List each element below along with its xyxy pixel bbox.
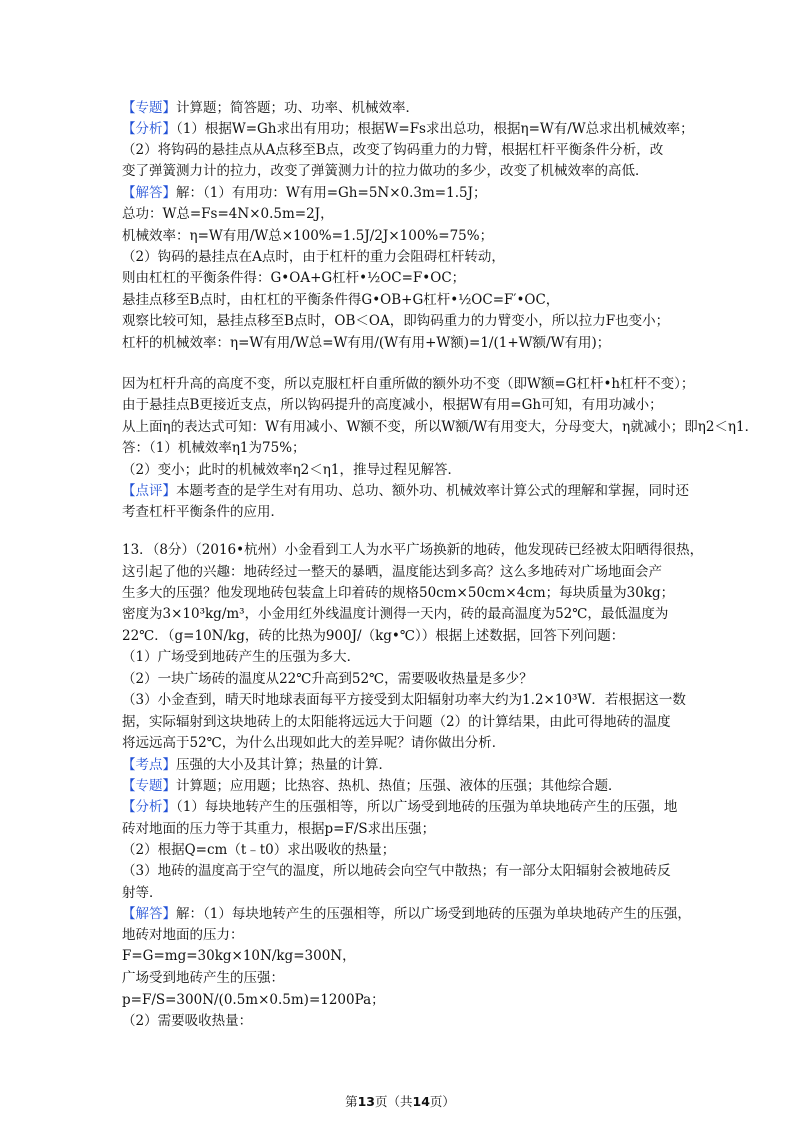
page-number: 13	[357, 1094, 375, 1109]
line-text: 变了弹簧测力计的拉力，改变了弹簧测力计的拉力做功的多少，改变了机械效率的高低．	[122, 163, 649, 179]
line-text: 本题考查的是学生对有用功、总功、额外功、机械效率计算公式的理解和掌握，同时还	[176, 483, 689, 499]
text-line	[122, 647, 682, 667]
text-line	[122, 226, 682, 246]
section-tag: 【解答】	[122, 185, 176, 201]
line-text: 压强的大小及其计算；热量的计算．	[176, 757, 392, 773]
text-line	[122, 819, 682, 839]
text-line	[122, 311, 682, 331]
text-line	[122, 946, 682, 966]
line-text: 则由杠杠的平衡条件得：G•OA+G杠杆•½OC=F•OC；	[122, 270, 466, 286]
line-text: （2）需要吸收热量：	[122, 1013, 253, 1029]
section-tag: 【分析】	[122, 799, 176, 815]
page-total: 14	[412, 1094, 430, 1109]
section-tag: 【考点】	[122, 757, 176, 773]
line-text: 这引起了他的兴趣：地砖经过一整天的暴晒，温度能达到多高？这么多地砖对广场地面会产	[122, 564, 662, 580]
text-line	[122, 925, 682, 945]
line-text: 将远远高于52℃，为什么出现如此大的差异呢？请你做出分析．	[122, 735, 506, 751]
line-text: （2）将钩码的悬挂点从A点移至B点，改变了钩码重力的力臂，根据杠杆平衡条件分析，改	[122, 142, 664, 158]
line-text: （1）根据W=Gh求出有用功；根据W=Fs求出总功，根据η=W有/W总求出机械效率；	[176, 121, 694, 137]
line-text: 砖对地面的压力等于其重力，根据p=F/S求出压强；	[122, 821, 436, 837]
text-line	[122, 990, 682, 1010]
text-line	[122, 712, 682, 732]
text-line	[122, 119, 694, 139]
section-tag: 【专题】	[122, 778, 176, 794]
line-text: （2）变小；此时的机械效率η2＜η1，推导过程见解答．	[122, 462, 461, 478]
line-text: 杠杆的机械效率：η=W有用/W总=W有用/(W有用+W额)=1/(1+W额/W有用)；	[122, 335, 611, 351]
line-text: p=F/S=300N/(0.5m×0.5m)=1200Pa；	[122, 992, 385, 1008]
text-line	[122, 583, 682, 603]
text-line	[122, 604, 682, 624]
line-text: 据，实际辐射到这块地砖上的太阳能将远远大于问题（2）的计算结果，由此可得地砖的温度	[122, 714, 671, 730]
text-line	[122, 669, 682, 689]
text-line	[122, 502, 682, 522]
text-line	[122, 733, 682, 753]
text-line	[122, 183, 682, 203]
text-line	[122, 883, 682, 903]
page-footer: 第13页（共14页）	[345, 1094, 455, 1109]
line-text: 广场受到地砖产生的压强：	[122, 970, 284, 986]
line-text: 因为杠杆升高的高度不变，所以克服杠杆自重所做的额外功不变（即W额=G杠杆•h杠杆不变）；	[122, 376, 695, 392]
text-line	[122, 395, 682, 415]
line-text: （2）钩码的悬挂点在A点时，由于杠杆的重力会阻碍杠杆转动，	[122, 249, 505, 265]
line-text: 观察比较可知，悬挂点移至B点时，OB＜OA，即钩码重力的力臂变小，所以拉力F也变小；	[122, 313, 670, 329]
line-text: 从上面η的表达式可知：W有用减小、W额不变，所以W额/W有用变大，分母变大，η就减小；即η2＜η1．	[122, 419, 759, 435]
text-line	[122, 904, 691, 924]
text-line	[122, 626, 682, 646]
line-text: （3）小金查到，晴天时地球表面每平方接受到太阳辐射功率大约为1.2×10³W．若根据这一数	[122, 692, 686, 708]
line-text: 悬挂点移至B点时，由杠杠的平衡条件得G•OB+G杠杆•½OC=F′•OC，	[122, 292, 560, 308]
line-text: （3）地砖的温度高于空气的温度，所以地砖会向空气中散热；有一部分太阳辐射会被地砖反	[122, 863, 671, 879]
text-line	[122, 861, 682, 881]
text-line	[122, 481, 689, 501]
text-line	[122, 140, 682, 160]
text-line	[122, 460, 682, 480]
text-line	[122, 204, 682, 224]
text-line	[122, 374, 695, 394]
line-text: 22℃．（g=10N/kg，砖的比热为900J/（kg•℃））根据上述数据，回答下列问题：	[122, 628, 625, 644]
text-line	[122, 161, 682, 181]
line-text: 由于悬挂点B更接近支点，所以钩码提升的高度减小，根据W有用=Gh可知，有用功减小；	[122, 397, 663, 413]
text-line	[122, 797, 682, 817]
line-text: 解：（1）有用功：W有用=Gh=5N×0.3m=1.5J；	[176, 185, 487, 201]
line-text: 地砖对地面的压力：	[122, 927, 244, 943]
text-line	[122, 417, 759, 437]
line-text: 答：（1）机械效率η1为75%；	[122, 440, 306, 456]
text-line	[122, 333, 682, 353]
text-line	[122, 268, 682, 288]
line-text: 计算题；简答题；功、功率、机械效率．	[176, 100, 419, 116]
line-text: 总功：W总=Fs=4N×0.5m=2J，	[122, 206, 334, 222]
line-text: （2）根据Q=cm（t﹣t0）求出吸收的热量；	[122, 842, 396, 858]
text-line	[122, 438, 682, 458]
text-line	[122, 98, 682, 118]
section-tag: 【专题】	[122, 100, 176, 116]
section-tag: 【分析】	[122, 121, 176, 137]
text-line	[122, 1011, 682, 1031]
text-line	[122, 968, 682, 988]
line-text: （1）每块地转产生的压强相等，所以广场受到地砖的压强为单块地砖产生的压强，地	[176, 799, 678, 815]
line-text: 计算题；应用题；比热容、热机、热值；压强、液体的压强；其他综合题．	[176, 778, 622, 794]
section-tag: 【点评】	[122, 483, 176, 499]
text-line	[122, 562, 682, 582]
line-text: （1）广场受到地砖产生的压强为多大．	[122, 649, 361, 665]
section-tag: 【解答】	[122, 906, 176, 922]
text-line	[122, 290, 682, 310]
line-text: 13．（8分）（2016•杭州）小金看到工人为水平广场换新的地砖，他发现砖已经被太阳晒得很热，	[122, 542, 704, 558]
line-text: F=G=mg=30kg×10N/kg=300N，	[122, 948, 356, 964]
line-text: （2）一块广场砖的温度从22℃升高到52℃，需要吸收热量是多少？	[122, 671, 533, 687]
line-text: 密度为3×10³kg/m³，小金用红外线温度计测得一天内，砖的最高温度为52℃，最低温度为	[122, 606, 669, 622]
text-line	[122, 690, 686, 710]
line-text: 考查杠杆平衡条件的应用．	[122, 504, 284, 520]
line-text: 机械效率：η=W有用/W总×100%=1.5J/2J×100%=75%；	[122, 228, 494, 244]
line-text: 解：（1）每块地转产生的压强相等，所以广场受到地砖的压强为单块地砖产生的压强，	[176, 906, 691, 922]
text-line	[122, 247, 682, 267]
text-line	[122, 540, 704, 560]
line-text: 射等．	[122, 885, 163, 901]
text-line	[122, 755, 682, 775]
text-line	[122, 840, 682, 860]
line-text: 生多大的压强？他发现地砖包装盒上印着砖的规格50cm×50cm×4cm；每块质量为30kg；	[122, 585, 675, 601]
text-line	[122, 776, 682, 796]
